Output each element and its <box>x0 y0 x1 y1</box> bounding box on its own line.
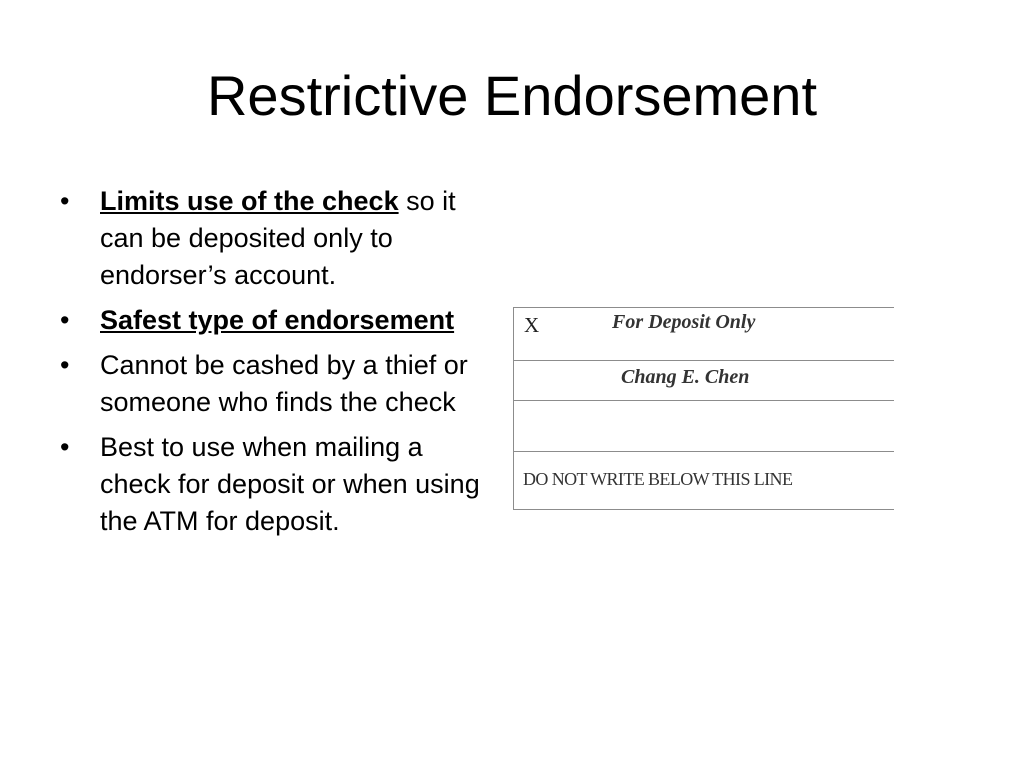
endorsement-example <box>513 307 893 510</box>
bullet-item-safest-type <box>60 302 490 339</box>
endorsement-row-restriction <box>514 307 894 360</box>
bullet-icon: • <box>60 432 70 462</box>
bullet-icon: • <box>60 186 70 216</box>
slide-title: Restrictive Endorsement <box>206 64 817 127</box>
bullet-icon: • <box>60 350 70 380</box>
bullet-list <box>60 183 490 548</box>
bullet-icon: • <box>60 305 70 335</box>
bullet-emphasis: Limits use of the check <box>100 186 399 216</box>
endorsement-row-footer <box>514 451 894 510</box>
bullet-text: so it can be deposited only to endorser’s account. <box>100 186 456 290</box>
bullet-item-best-to-use <box>60 429 490 540</box>
signature-text: Chang E. Chen <box>621 366 750 388</box>
bullet-text: Best to use when mailing a check for deposit or when using the ATM for deposit. <box>100 432 480 536</box>
x-mark: X <box>524 313 540 337</box>
endorsement-row-blank <box>514 400 894 451</box>
endorsement-row-signature <box>514 360 894 400</box>
bullet-item-cannot-be-cashed <box>60 347 490 421</box>
bullet-item-limits-use <box>60 183 490 294</box>
restriction-text: For Deposit Only <box>612 311 756 333</box>
bullet-emphasis: Safest type of endorsement <box>100 305 455 335</box>
do-not-write-line-text: DO NOT WRITE BELOW THIS LINE <box>523 469 793 489</box>
bullet-text: Cannot be cashed by a thief or someone who finds the check <box>100 350 468 417</box>
